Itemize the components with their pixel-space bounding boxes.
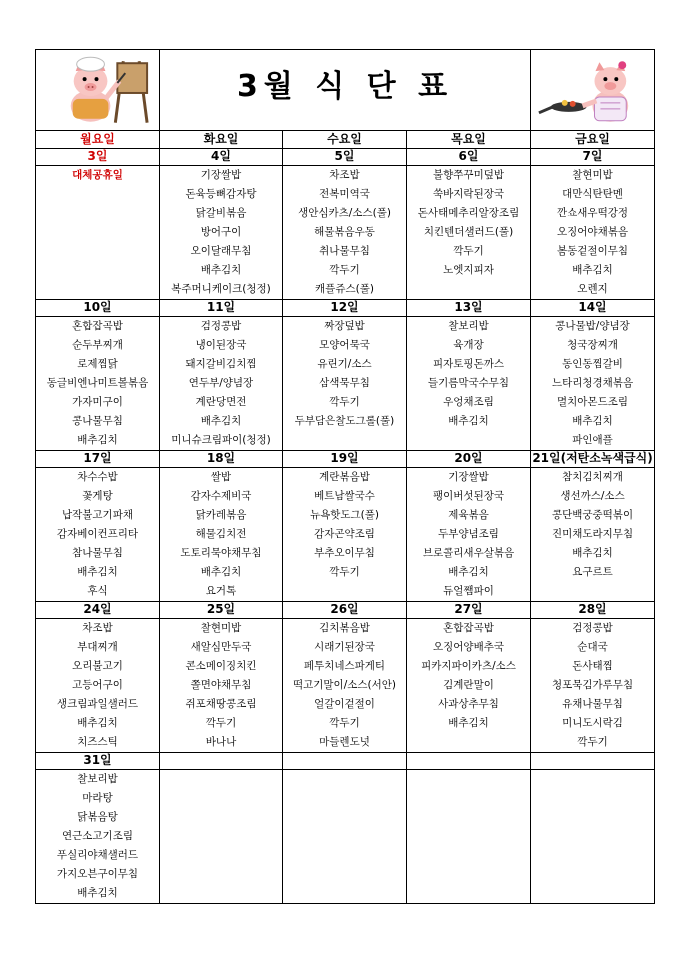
menu-item: 들기름막국수무침 — [427, 377, 510, 389]
menu-item: 부추오이무침 — [314, 547, 375, 559]
menu-item: 듀얼쨈파이 — [443, 585, 494, 597]
menu-cell — [36, 317, 160, 451]
menu-item: 노엣지피자 — [443, 264, 494, 276]
menu-item: 계란볶음밥 — [319, 471, 370, 483]
menu-item: 배추김치 — [448, 717, 489, 729]
menu-item: 진미채도라지무침 — [551, 528, 634, 540]
menu-cell — [407, 468, 531, 602]
menu-item: 베트남쌀국수 — [314, 490, 375, 502]
menu-item: 닭갈비볶음 — [195, 207, 247, 219]
menu-item: 깍두기 — [453, 245, 484, 257]
weekday-header-row — [36, 131, 655, 149]
date-cell — [407, 753, 531, 770]
menu-item: 전복미역국 — [319, 188, 370, 200]
week-2-dates — [36, 300, 655, 317]
menu-item: 봄동겉절이무침 — [557, 245, 629, 257]
menu-cell — [36, 468, 160, 602]
menu-item: 감자곤약조림 — [314, 528, 375, 540]
menu-item: 가지오븐구이무침 — [56, 868, 139, 880]
date-cell: 19일 — [283, 451, 407, 468]
menu-cell — [531, 468, 655, 602]
menu-item: 복주머니케이크(청정) — [171, 283, 271, 295]
date-cell: 5일 — [283, 149, 407, 166]
menu-item: 우엉채조림 — [443, 396, 494, 408]
date-cell: 13일 — [407, 300, 531, 317]
week-4-menus — [36, 619, 655, 753]
menu-item: 쌀밥 — [210, 471, 232, 483]
menu-item: 배추김치 — [572, 547, 613, 559]
menu-item: 파인애플 — [572, 434, 613, 446]
menu-cell — [36, 619, 160, 753]
menu-item: 동글비엔나미트볼볶음 — [46, 377, 149, 389]
menu-item: 깍두기 — [577, 736, 608, 748]
menu-item: 미니도시락김 — [562, 717, 623, 729]
holiday-label: 대체공휴일 — [36, 166, 160, 300]
menu-item: 불향쭈꾸미덮밥 — [433, 169, 505, 181]
menu-item: 콩나물밥/양념장 — [555, 320, 630, 332]
menu-item: 부대찌개 — [77, 641, 118, 653]
menu-item: 찰현미밥 — [572, 169, 613, 181]
date-cell: 21일(저탄소녹색급식) — [531, 451, 655, 468]
menu-item: 깍두기 — [329, 566, 360, 578]
menu-item: 모양어묵국 — [319, 339, 370, 351]
menu-item: 생크림과일샐러드 — [56, 698, 139, 710]
menu-item: 오징어야채볶음 — [557, 226, 629, 238]
menu-cell — [531, 770, 655, 904]
menu-item: 찰보리밥 — [77, 773, 118, 785]
date-cell: 31일 — [36, 753, 160, 770]
menu-item: 사과상추무침 — [438, 698, 499, 710]
menu-item: 뉴욕핫도그(풀) — [309, 509, 380, 521]
menu-item: 청포묵김가루무침 — [551, 679, 634, 691]
date-cell: 11일 — [160, 300, 283, 317]
menu-item: 방어구이 — [200, 226, 242, 238]
menu-item: 피자토핑돈까스 — [433, 358, 505, 370]
menu-item: 김치볶음밥 — [319, 622, 370, 634]
menu-item: 느타리청경채볶음 — [551, 377, 634, 389]
weekday-tuesday: 화요일 — [160, 131, 283, 149]
page-title-cell — [160, 50, 531, 131]
menu-item: 브로콜리새우살볶음 — [422, 547, 515, 559]
page-title: 3월 식 단 표 — [236, 69, 454, 104]
menu-item: 참치김치찌개 — [562, 471, 623, 483]
menu-cell — [36, 770, 160, 904]
date-cell: 4일 — [160, 149, 283, 166]
menu-item: 기장쌀밥 — [448, 471, 489, 483]
menu-item: 오리불고기 — [72, 660, 123, 672]
menu-item: 피카지파이카츠/소스 — [421, 660, 516, 672]
menu-cell — [531, 619, 655, 753]
menu-item: 혼합잡곡밥 — [72, 320, 123, 332]
date-cell: 7일 — [531, 149, 655, 166]
menu-item: 배추김치 — [77, 887, 118, 899]
menu-item: 육개장 — [453, 339, 484, 351]
menu-item: 깐쇼새우떡강정 — [557, 207, 629, 219]
chef-pig-painter-illustration — [36, 50, 160, 131]
menu-item: 해물볶음우동 — [314, 226, 375, 238]
week-3-dates — [36, 451, 655, 468]
menu-item: 배추김치 — [448, 415, 489, 427]
menu-item: 청국장찌개 — [567, 339, 618, 351]
menu-cell — [160, 468, 283, 602]
menu-item: 감자수제비국 — [190, 490, 252, 502]
date-cell: 17일 — [36, 451, 160, 468]
menu-item: 쫄면야채무침 — [190, 679, 252, 691]
menu-cell — [283, 770, 407, 904]
menu-item: 돼지갈비김치찜 — [185, 358, 257, 370]
menu-cell — [160, 166, 283, 300]
menu-item: 치킨텐더샐러드(풀) — [423, 226, 514, 238]
menu-item: 팽이버섯된장국 — [433, 490, 505, 502]
menu-cell — [531, 166, 655, 300]
menu-item: 기장쌀밥 — [200, 169, 242, 181]
menu-item: 동인동찜갈비 — [562, 358, 623, 370]
chef-pig-cooking-illustration — [531, 50, 655, 131]
menu-cell — [407, 619, 531, 753]
date-cell: 27일 — [407, 602, 531, 619]
menu-item: 배추김치 — [77, 434, 118, 446]
menu-item: 후식 — [87, 585, 108, 597]
menu-item: 배추김치 — [572, 415, 613, 427]
week-1-menus — [36, 166, 655, 300]
menu-item: 해물김치전 — [195, 528, 247, 540]
menu-item: 쑥바지락된장국 — [433, 188, 505, 200]
menu-item: 꽃게탕 — [82, 490, 113, 502]
menu-item: 제육볶음 — [448, 509, 489, 521]
menu-table — [35, 49, 655, 904]
menu-item: 배추김치 — [200, 566, 242, 578]
menu-item: 바나나 — [205, 736, 237, 748]
menu-cell — [160, 619, 283, 753]
menu-item: 배추김치 — [200, 264, 242, 276]
menu-item: 혼합잡곡밥 — [443, 622, 494, 634]
menu-item: 미니슈크림파이(청정) — [171, 434, 271, 446]
menu-item: 돈육등뼈감자탕 — [185, 188, 257, 200]
menu-cell — [160, 770, 283, 904]
menu-item: 참나물무침 — [72, 547, 123, 559]
menu-item: 납작불고기파채 — [61, 509, 133, 521]
week-3-menus — [36, 468, 655, 602]
menu-item: 두부담은찰도그롤(풀) — [294, 415, 395, 427]
date-cell: 18일 — [160, 451, 283, 468]
menu-item: 삼색묵무침 — [319, 377, 370, 389]
menu-item: 돈사태찜 — [572, 660, 613, 672]
menu-item: 고등어구이 — [72, 679, 123, 691]
date-cell: 6일 — [407, 149, 531, 166]
date-cell: 25일 — [160, 602, 283, 619]
menu-item: 돈사태메추리알장조림 — [417, 207, 520, 219]
menu-item: 도토리묵야채무침 — [180, 547, 262, 559]
menu-item: 차조밥 — [329, 169, 360, 181]
menu-item: 깍두기 — [329, 717, 360, 729]
menu-item: 계란당면전 — [195, 396, 247, 408]
menu-item: 오렌지 — [577, 283, 608, 295]
menu-item: 마들렌도넛 — [319, 736, 370, 748]
menu-item: 오징어양배추국 — [433, 641, 505, 653]
menu-item: 감자베이컨프리타 — [56, 528, 139, 540]
menu-item: 배추김치 — [448, 566, 489, 578]
menu-item: 요거톡 — [205, 585, 237, 597]
week-5-dates — [36, 753, 655, 770]
menu-item: 가자미구이 — [72, 396, 123, 408]
date-cell — [531, 753, 655, 770]
menu-item: 차조밥 — [82, 622, 113, 634]
menu-item: 검정콩밥 — [200, 320, 242, 332]
menu-item: 순대국 — [577, 641, 608, 653]
menu-item: 생선까스/소스 — [560, 490, 625, 502]
menu-item: 순두부찌개 — [72, 339, 123, 351]
date-cell: 26일 — [283, 602, 407, 619]
menu-item: 취나물무침 — [319, 245, 370, 257]
menu-item: 얼갈이겉절이 — [314, 698, 375, 710]
date-cell: 12일 — [283, 300, 407, 317]
menu-item: 연두부/양념장 — [188, 377, 254, 389]
menu-item: 유린기/소스 — [317, 358, 372, 370]
menu-item: 닭카레볶음 — [195, 509, 247, 521]
menu-item: 오이달래무침 — [190, 245, 252, 257]
menu-item: 치즈스틱 — [77, 736, 118, 748]
menu-item: 캐플쥬스(풀) — [315, 283, 374, 295]
menu-item: 배추김치 — [572, 264, 613, 276]
menu-item: 검정콩밥 — [572, 622, 613, 634]
weekday-wednesday: 수요일 — [283, 131, 407, 149]
week-5-menus — [36, 770, 655, 904]
menu-item: 냉이된장국 — [195, 339, 247, 351]
menu-cell — [160, 317, 283, 451]
menu-item: 두부양념조림 — [438, 528, 499, 540]
menu-item: 콩나물무침 — [72, 415, 123, 427]
menu-item: 마라탕 — [82, 792, 113, 804]
menu-cell — [283, 619, 407, 753]
menu-item: 페투치네스파게티 — [303, 660, 386, 672]
date-cell — [283, 753, 407, 770]
menu-cell — [407, 317, 531, 451]
menu-item: 푸실리야채샐러드 — [56, 849, 139, 861]
menu-item: 차수수밥 — [77, 471, 118, 483]
menu-item: 연근소고기조림 — [61, 830, 133, 842]
menu-cell — [531, 317, 655, 451]
menu-item: 깍두기 — [205, 717, 237, 729]
menu-cell — [283, 468, 407, 602]
menu-item: 시래기된장국 — [314, 641, 375, 653]
menu-item: 짜장덮밥 — [324, 320, 365, 332]
menu-item: 찰보리밥 — [448, 320, 489, 332]
menu-item: 쥐포채땅콩조림 — [185, 698, 257, 710]
date-cell: 10일 — [36, 300, 160, 317]
date-cell: 24일 — [36, 602, 160, 619]
menu-item: 대만식탄탄멘 — [562, 188, 623, 200]
menu-item: 로제찜닭 — [77, 358, 118, 370]
date-cell: 20일 — [407, 451, 531, 468]
date-cell — [160, 753, 283, 770]
menu-item: 콘소메이징치킨 — [185, 660, 257, 672]
menu-item: 찰현미밥 — [200, 622, 242, 634]
menu-cell — [283, 317, 407, 451]
menu-item: 닭볶음탕 — [77, 811, 118, 823]
menu-item: 배추김치 — [77, 566, 118, 578]
menu-item: 생안심카츠/소스(풀) — [298, 207, 391, 219]
menu-cell — [407, 770, 531, 904]
menu-item: 깍두기 — [329, 264, 360, 276]
date-cell: 14일 — [531, 300, 655, 317]
weekday-thursday: 목요일 — [407, 131, 531, 149]
menu-item: 멸치아몬드조림 — [557, 396, 629, 408]
date-cell: 3일 — [36, 149, 160, 166]
menu-item: 김계란말이 — [443, 679, 494, 691]
menu-item: 새알심만두국 — [190, 641, 252, 653]
menu-item: 깍두기 — [329, 396, 360, 408]
week-4-dates — [36, 602, 655, 619]
menu-item: 유채나물무침 — [562, 698, 623, 710]
menu-item: 요구르트 — [572, 566, 613, 578]
menu-item: 콩단백궁중떡볶이 — [551, 509, 634, 521]
header-row — [36, 50, 655, 131]
weekday-monday: 월요일 — [36, 131, 160, 149]
week-1-dates — [36, 149, 655, 166]
date-cell: 28일 — [531, 602, 655, 619]
week-2-menus — [36, 317, 655, 451]
weekday-friday: 금요일 — [531, 131, 655, 149]
menu-item: 떡고기말이/소스(서안) — [292, 679, 397, 691]
menu-item: 배추김치 — [77, 717, 118, 729]
menu-cell — [407, 166, 531, 300]
menu-item: 배추김치 — [200, 415, 242, 427]
menu-cell — [283, 166, 407, 300]
